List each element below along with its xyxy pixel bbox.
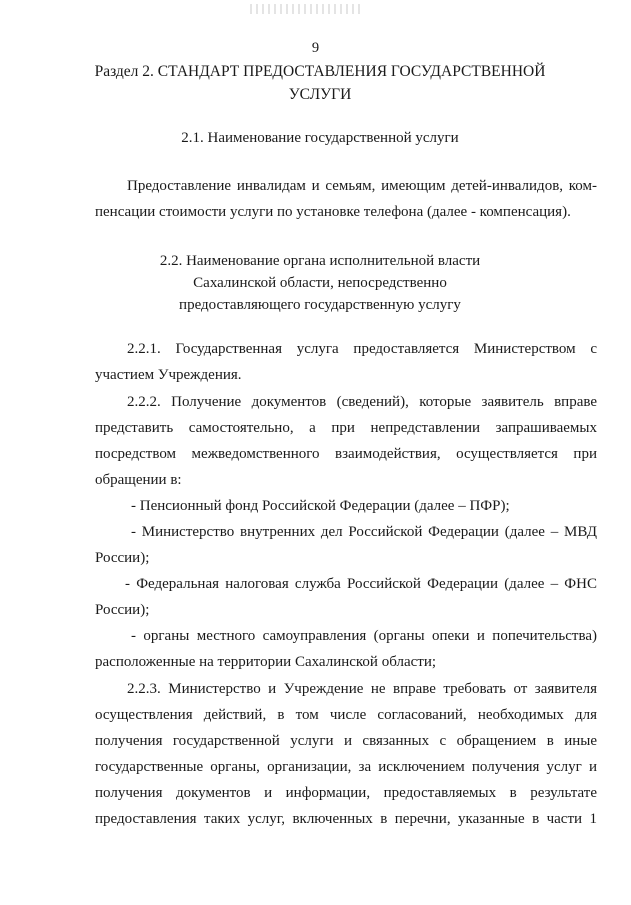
paragraph-2-2-3-line-4: государственные органы, организации, за исключением получения услуг и (95, 759, 597, 775)
paragraph-2-2-3-line-6: предоставления таких услуг, включенных в перечни, указанные в части 1 (95, 811, 597, 827)
paragraph-2-1-line-1: Предоставление инвалидам и семьям, имеющим детей-инвалидов, ком- (127, 178, 597, 194)
heading-2-2 (80, 250, 560, 316)
list-item-fns-line-1: - Федеральная налоговая служба Российской Федерации (далее – ФНС (125, 576, 597, 592)
list-item-mvd-line-1: - Министерство внутренних дел Российской Федерации (далее – МВД (131, 524, 597, 540)
scan-artifact (250, 4, 360, 14)
list-item-pfr: - Пенсионный фонд Российской Федерации (далее – ПФР); (131, 498, 510, 514)
page-number: 9 (311, 40, 320, 56)
list-item-fns-line-2: России); (95, 602, 150, 618)
heading-2-2-line-1: 2.2. Наименование органа исполнительной власти (159, 253, 481, 269)
paragraph-2-2-3-line-1: 2.2.3. Министерство и Учреждение не вправе требовать от заявителя (127, 681, 597, 697)
heading-2-1: 2.1. Наименование государственной услуги (181, 130, 459, 146)
paragraph-2-2-3-line-5: получения документов и информации, предоставляемых в результате (95, 785, 597, 801)
paragraph-2-2-2-line-3: посредством межведомственного взаимодействия, осуществляется при (95, 446, 597, 462)
list-item-mvd-line-2: России); (95, 550, 150, 566)
paragraph-2-2-2-line-4: обращении в: (95, 472, 182, 488)
list-item-local-line-1: - органы местного самоуправления (органы опеки и попечительства) (131, 628, 597, 644)
paragraph-2-1-line-2: пенсации стоимости услуги по установке телефона (далее - компенсация). (95, 204, 571, 220)
paragraph-2-2-3-line-2: осуществления действий, в том числе согласований, необходимых для (95, 707, 597, 723)
section-title (60, 60, 580, 106)
heading-2-2-line-3: предоставляющего государственную услугу (179, 297, 461, 313)
list-item-local-line-2: расположенные на территории Сахалинской области; (95, 654, 437, 670)
heading-2-2-line-2: Сахалинской области, непосредственно (193, 275, 447, 291)
paragraph-2-2-2-line-1: 2.2.2. Получение документов (сведений), которые заявитель вправе (127, 394, 597, 410)
paragraph-2-2-1-line-2: участием Учреждения. (95, 367, 242, 383)
section-title-line-2: УСЛУГИ (288, 86, 352, 103)
paragraph-2-2-1-line-1: 2.2.1. Государственная услуга предоставляется Министерством с (127, 341, 597, 357)
paragraph-2-2-3-line-3: получения государственной услуги и связанных с обращением в иные (95, 733, 597, 749)
section-title-line-1: Раздел 2. СТАНДАРТ ПРЕДОСТАВЛЕНИЯ ГОСУДАРСТВЕННОЙ (94, 63, 546, 80)
paragraph-2-2-2-line-2: представить самостоятельно, а при непредставлении запрашиваемых (95, 420, 597, 436)
